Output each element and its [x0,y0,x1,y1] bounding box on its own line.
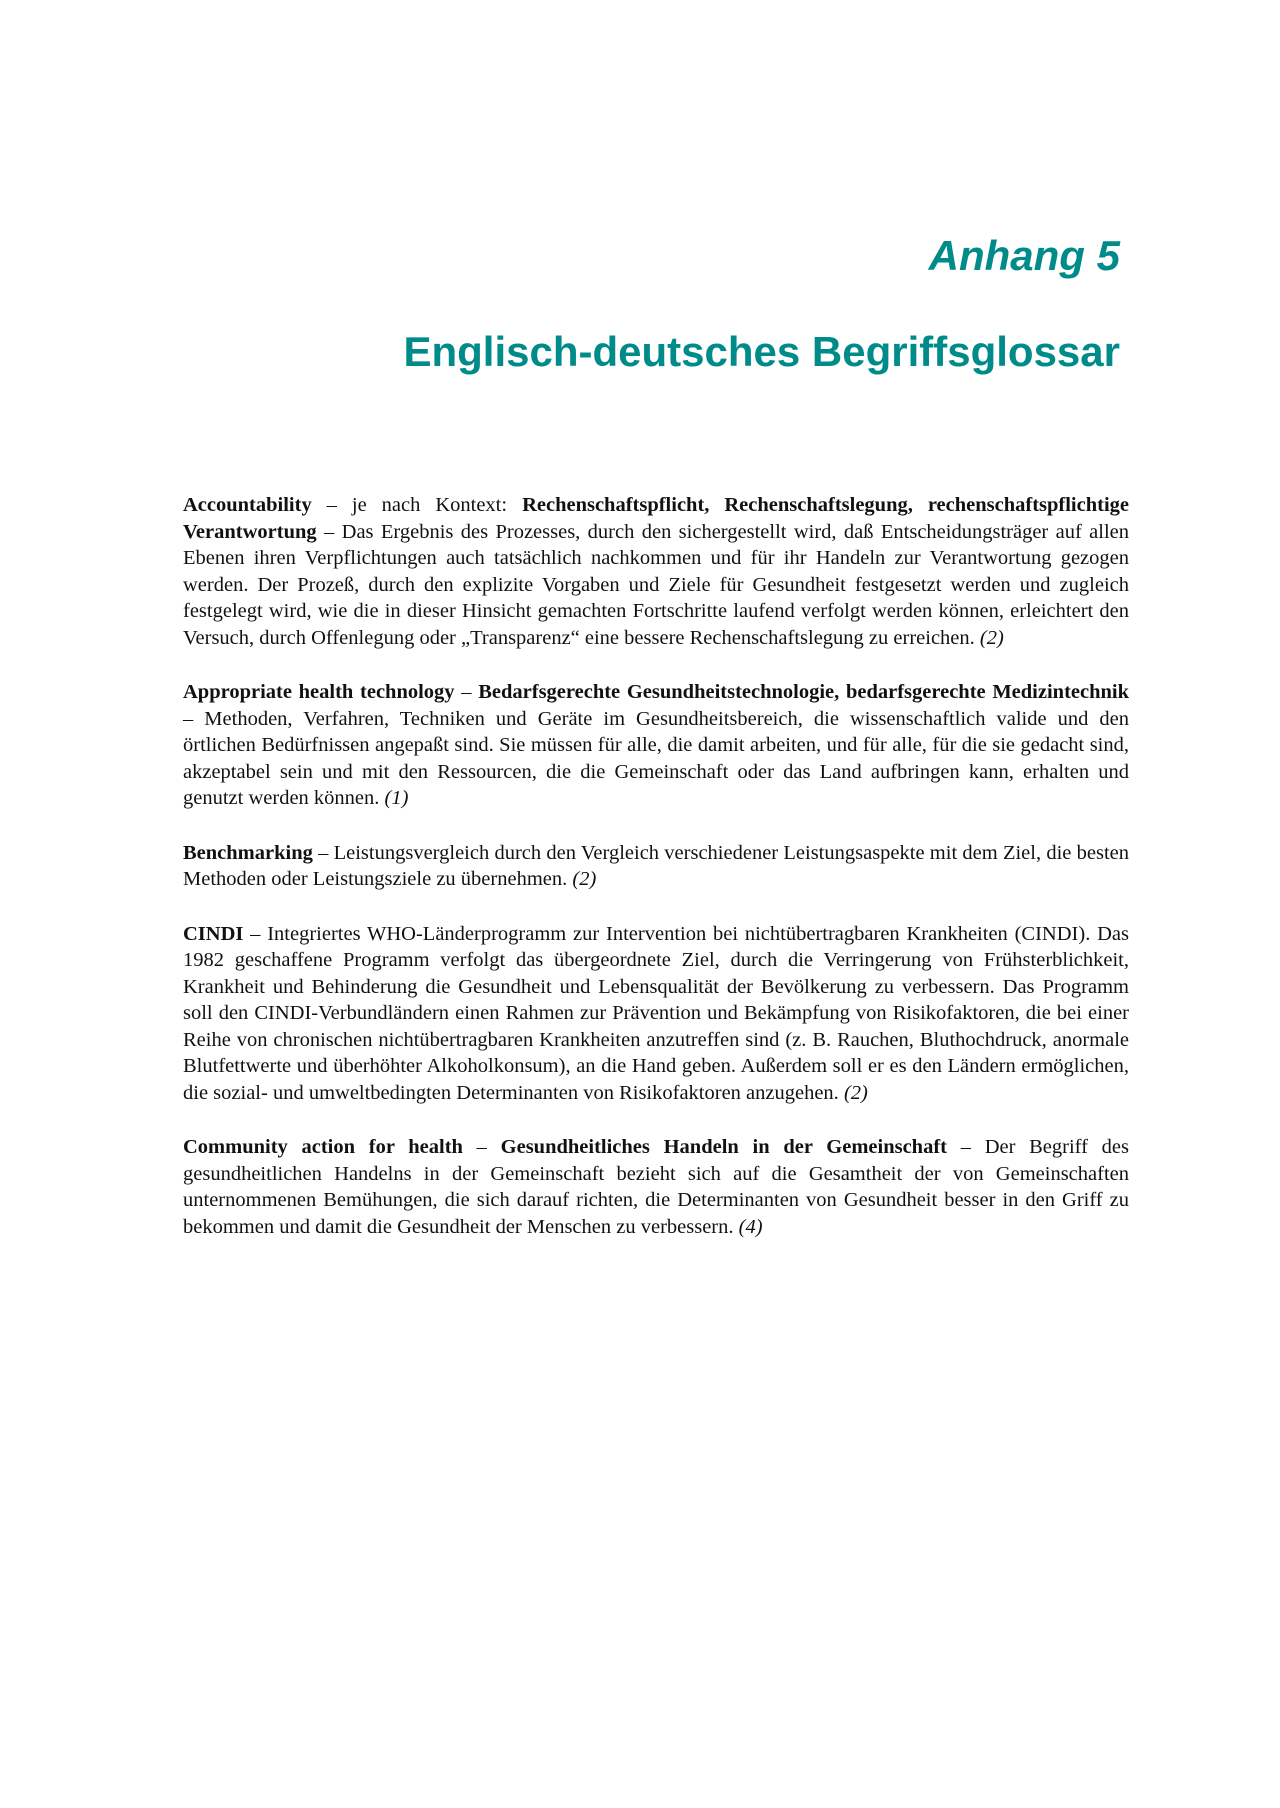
entry-term: Appropriate health technology [183,681,455,703]
entry-translation: Gesundheitliches Handeln in der Gemeinschaft [500,1136,947,1158]
entry-definition: Das Ergebnis des Prozesses, durch den sichergestellt wird, daß Entscheidungsträger auf allen Ebenen ihren Verpflichtungen auch tatsächlich nachkommen und für ihr Handeln zur Verantwortung gezogen werden. Der Prozeß, durch den explizite Vorgaben und Ziele für Gesundheit festgesetzt werden und zugleich festgelegt wird, wie die in dieser Hinsicht gemachten Fortschritte laufend verfolgt werden können, erleichtert den Versuch, durch Offenlegung oder „Transparenz“ eine bessere Rechenschaftslegung zu erreichen. [183,520,1130,649]
chapter-title: Englisch-deutsches Begriffsglossar [403,328,1120,375]
entry-definition: Der Begriff des gesundheitlichen Handelns in der Gemeinschaft bezieht sich auf die Gesamtheit der von Gemeinschaften unternommenen Bemühungen, die sich darauf richten, die Determinanten von Gesundheit besser in den Griff zu bekommen und damit die Gesundheit der Menschen zu verbessern. [183,1136,1130,1238]
entry-reference: (4) [738,1215,763,1238]
entry-term: Accountability [183,494,312,516]
chapter-label: Anhang 5 [928,232,1120,279]
entry-reference: (2) [572,868,597,890]
entry-reference: (1) [384,787,409,809]
entry-definition: Leistungsvergleich durch den Vergleich verschiedener Leistungsaspekte mit dem Ziel, die besten Methoden oder Leistungsziele zu übernehmen. [183,841,1129,890]
entry-separator: – [946,1136,985,1158]
entry-translation: Rechenschaftspflicht, Rechenschaftslegung, rechenschaftspflichtige Verantwortung [183,494,1130,543]
entry-definition: Methoden, Verfahren, Techniken und Geräte im Gesundheitsbereich, die wissenschaftlich valide und den örtlichen Bedürfnissen angepaßt sind. Sie müssen für alle, die damit arbeiten, und für alle, für die sie gedacht sind, akzeptabel sein und mit den Ressourcen, die die Gemeinschaft oder das Land aufbringen kann, erhalten und genutzt werden können. [183,707,1130,809]
glossary-entry-accountability [183,492,1129,651]
entry-separator: – [243,922,268,945]
entry-translation: Bedarfsgerechte Gesundheitstechnologie, bedarfsgerechte Medizintechnik [478,681,1129,703]
entry-separator: – [316,520,342,543]
glossary-entry-appropriate-health-technology [183,679,1129,812]
entry-separator: – [462,1136,501,1158]
glossary-list [183,492,1129,1268]
entry-reference: (2) [843,1081,868,1104]
entry-term: Community action for health [183,1136,463,1158]
entry-separator: – [183,707,205,730]
entry-separator: – je nach Kontext: [311,494,523,516]
glossary-entry-cindi [183,921,1129,1107]
glossary-entry-community-action-for-health [183,1134,1129,1240]
chapter-heading [183,230,1120,378]
entry-separator: – [454,681,479,703]
entry-definition: Integriertes WHO-Länderprogramm zur Intervention bei nichtübertragbaren Krankheiten (CINDI). Das 1982 geschaffene Programm verfolgt das übergeordnete Ziel, durch die Verringerung von Frühsterblichkeit, Krankheit und Behinderung die Gesundheit und Lebensqualität der Bevölkerung zu verbessern. Das Programm soll den CINDI-Verbundländern einen Rahmen zur Prävention und Bekämpfung von Risikofaktoren, die bei einer Reihe von chronischen nichtübertragbaren Krankheiten anzutreffen sind (z. B. Rauchen, Bluthochdruck, anormale Blutfettwerte und überhöhter Alkoholkonsum), an die Hand geben. Außerdem soll er es den Ländern ermöglichen, die sozial- und umweltbedingten Determinanten von Risikofaktoren anzugehen. [183,922,1129,1104]
entry-reference: (2) [979,626,1004,649]
entry-term: CINDI [183,922,244,945]
entry-separator: – [312,841,334,864]
glossary-entry-benchmarking [183,840,1129,893]
entry-term: Benchmarking [183,841,313,864]
